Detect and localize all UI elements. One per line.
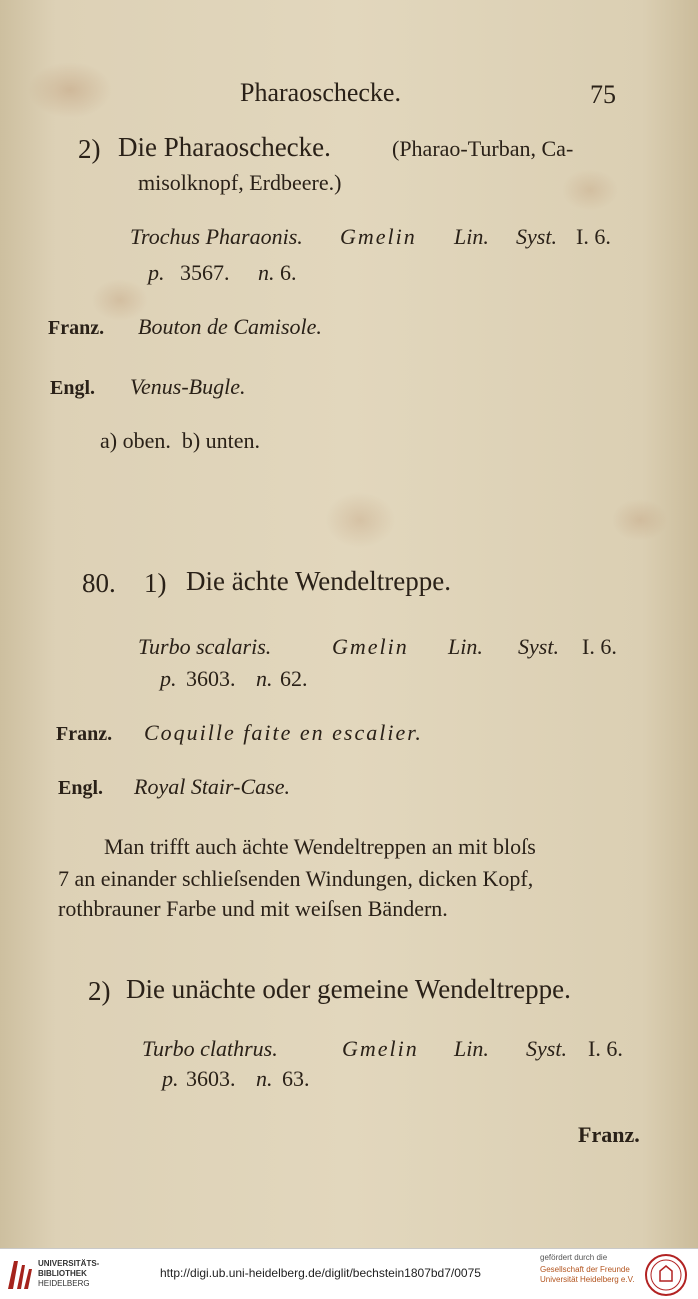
ref-page: 3603.: [186, 666, 236, 691]
ref-author: Gmelin: [342, 1036, 419, 1061]
section-title: Die Pharaoschecke.: [118, 132, 331, 162]
engl-value: Venus-Bugle.: [130, 374, 246, 399]
library-name-line-1: UNIVERSITÄTS-: [38, 1259, 100, 1268]
funded-by-text: gefördert durch die: [540, 1253, 608, 1262]
species-number: 80.: [82, 568, 116, 598]
ref-author: Gmelin: [340, 224, 417, 249]
society-name: [540, 1265, 650, 1285]
ref-volume: I. 6.: [576, 224, 611, 249]
ref-page: 3567.: [180, 260, 230, 285]
paragraph-line-1: Man trifft auch ächte Wendeltreppen an mit bloſs: [104, 834, 536, 859]
paragraph-line-3: rothbrauner Farbe und mit weiſsen Bändern.: [58, 896, 448, 921]
section-title-note: (Pharao-Turban, Ca-: [392, 136, 574, 161]
ref-page: 3603.: [186, 1066, 236, 1091]
library-name: [38, 1259, 108, 1289]
franz-value: Coquille faite en escalier.: [144, 720, 423, 745]
franz-label: Franz.: [56, 723, 113, 745]
ref-syst: Syst.: [518, 634, 559, 659]
section-title-number: 2): [88, 976, 111, 1006]
library-name-line-2: BIBLIOTHEK: [38, 1269, 87, 1278]
engl-value: Royal Stair-Case.: [134, 774, 290, 799]
ref-species: Trochus Pharaonis.: [130, 224, 303, 249]
ref-n-label: n.: [258, 260, 275, 285]
ref-syst: Syst.: [516, 224, 557, 249]
catchword: Franz.: [578, 1122, 640, 1147]
ref-volume: I. 6.: [582, 634, 617, 659]
engl-label: Engl.: [50, 377, 96, 399]
ref-number: 62.: [280, 666, 308, 691]
ref-syst: Syst.: [526, 1036, 567, 1061]
ref-species: Turbo scalaris.: [138, 634, 272, 659]
ref-volume: I. 6.: [588, 1036, 623, 1061]
ref-lin: Lin.: [448, 634, 483, 659]
viewer-footer: [0, 1248, 698, 1299]
society-name-line-2: Universität Heidelberg e.V.: [540, 1275, 635, 1284]
engl-label: Engl.: [58, 777, 104, 799]
paragraph-line-2: 7 an einander schlieſsenden Windungen, dicken Kopf,: [58, 866, 534, 891]
franz-label: Franz.: [48, 317, 105, 339]
ref-number: 63.: [282, 1066, 310, 1091]
running-title: Pharaoschecke.: [240, 78, 401, 107]
university-library-logo-icon: [6, 1257, 34, 1291]
ref-n-label: n.: [256, 1066, 273, 1091]
section-title-note-2: misolknopf, Erdbeere.): [138, 170, 342, 195]
ref-p-label: p.: [162, 1066, 179, 1091]
section-title: Die unächte oder gemeine Wendeltreppe.: [126, 974, 571, 1004]
ref-lin: Lin.: [454, 224, 489, 249]
university-seal-icon: [644, 1253, 688, 1297]
ref-p-label: p.: [160, 666, 177, 691]
section-title-number: 1): [144, 568, 167, 598]
section-title: Die ächte Wendeltreppe.: [186, 566, 451, 596]
ref-p-label: p.: [148, 260, 165, 285]
ref-species: Turbo clathrus.: [142, 1036, 278, 1061]
library-name-line-3: HEIDELBERG: [38, 1279, 90, 1288]
franz-value: Bouton de Camisole.: [138, 314, 322, 339]
ref-lin: Lin.: [454, 1036, 489, 1061]
page-number: 75: [590, 80, 616, 109]
ref-number: 6.: [280, 260, 297, 285]
ref-n-label: n.: [256, 666, 273, 691]
figure-note: a) oben. b) unten.: [100, 428, 261, 453]
ref-author: Gmelin: [332, 634, 409, 659]
permalink-url[interactable]: http://digi.ub.uni-heidelberg.de/diglit/bechstein1807bd7/0075: [160, 1266, 481, 1280]
society-name-line-1: Gesellschaft der Freunde: [540, 1265, 630, 1274]
section-title-number: 2): [78, 134, 101, 164]
